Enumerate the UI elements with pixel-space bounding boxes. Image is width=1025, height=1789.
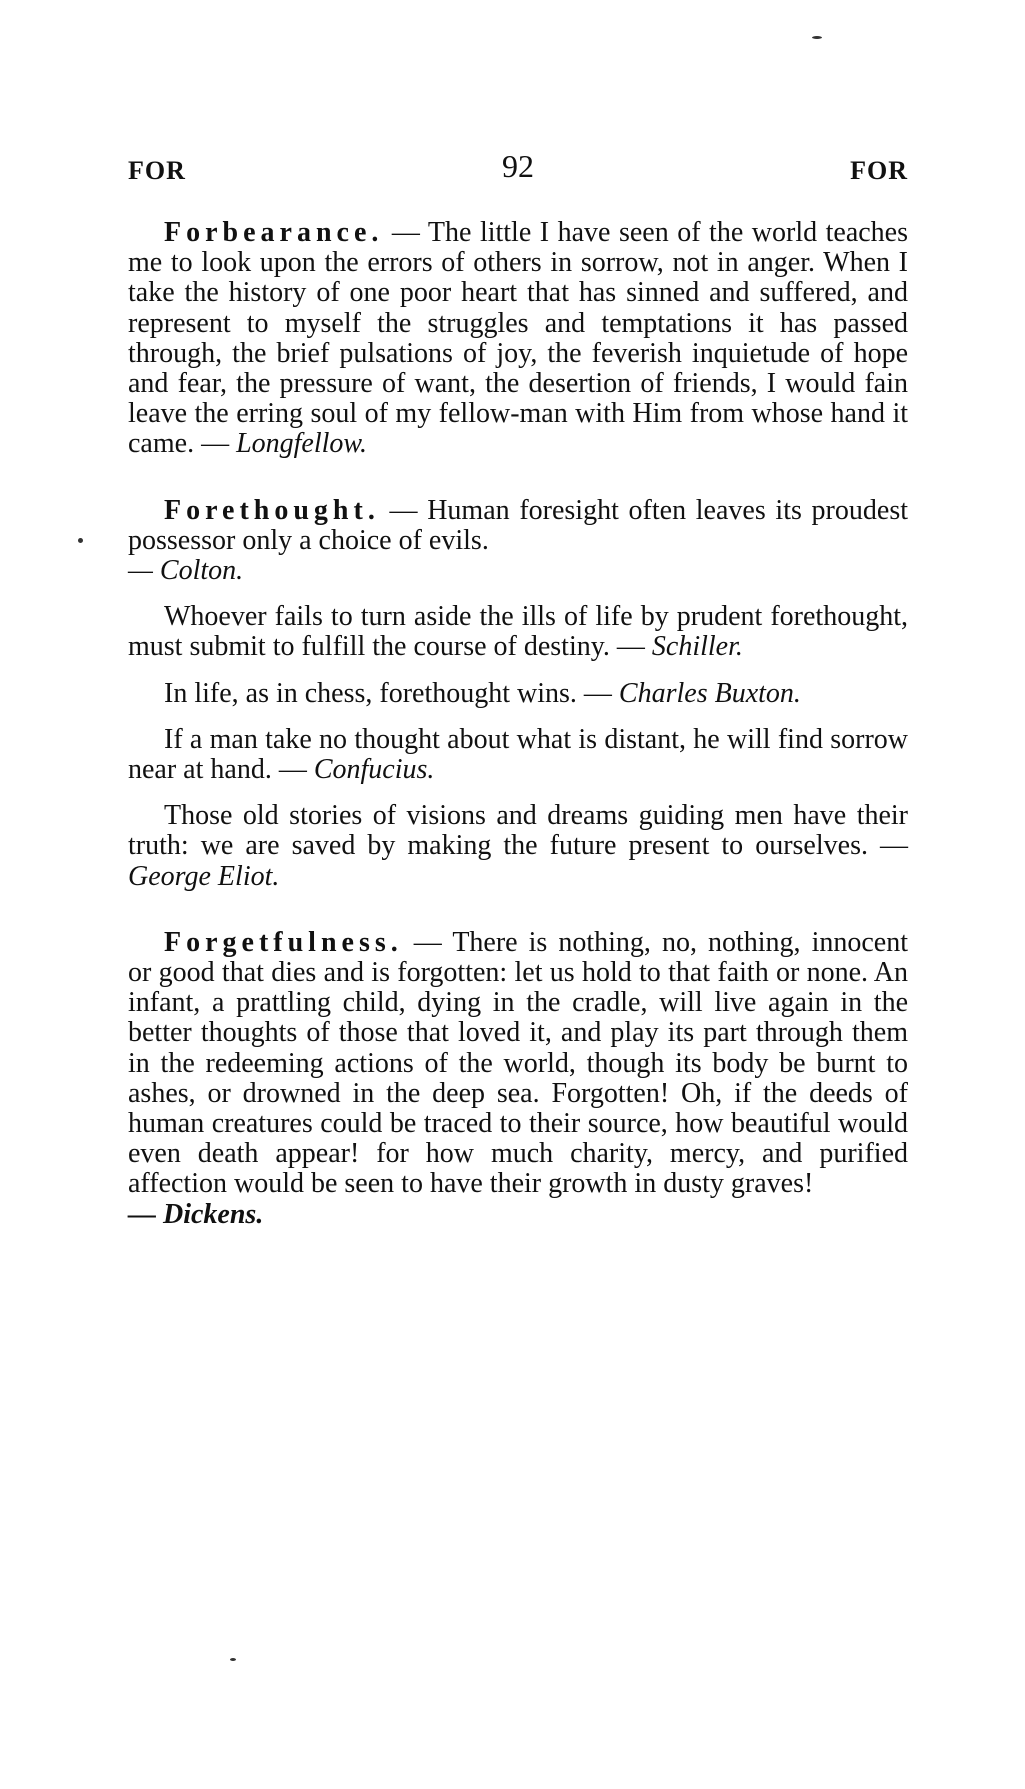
running-head-right: FOR xyxy=(850,156,908,185)
quote-paragraph xyxy=(128,679,908,709)
quote-text: — The little I have seen of the world teaches me to look upon the errors of others in sorrow, not in anger. When I take the history of one poor heart that has sinned and suffered, and represent to myself the struggles and temptations it has passed through, the brief pulsations of joy, the feverish inquietude of hope and fear, the pressure of want, the desertion of friends, I would fain leave the erring soul of my fellow-man with Him from whose hand it came. — xyxy=(128,217,908,460)
scan-speck xyxy=(812,36,822,39)
quote-paragraph xyxy=(128,801,908,892)
quote-text: Those old stories of visions and dreams guiding men have their truth: we are saved by making the future present to ourselves. — xyxy=(128,800,908,862)
quote-text: If a man take no thought about what is distant, he will find sorrow near at hand. — xyxy=(128,723,908,786)
quote-text: Whoever fails to turn aside the ills of life by prudent forethought, must submit to fulfill the course of destiny. — xyxy=(128,601,908,663)
page-number: 92 xyxy=(502,148,534,184)
quote-paragraph xyxy=(128,218,908,460)
quote-author: Confucius. xyxy=(313,754,435,786)
quote-paragraph xyxy=(128,725,908,785)
entry-forbearance xyxy=(128,218,908,460)
scan-speck xyxy=(78,538,83,543)
quote-author: — Dickens. xyxy=(128,1198,264,1230)
scan-speck xyxy=(230,1658,236,1661)
quote-author: Charles Buxton. xyxy=(618,677,801,709)
quote-author: Schiller. xyxy=(651,631,743,663)
running-head xyxy=(128,148,908,188)
headword: Forethought. xyxy=(164,494,380,526)
quote-paragraph xyxy=(128,602,908,662)
quote-author: — Colton. xyxy=(128,555,244,587)
quote-author: George Eliot. xyxy=(128,860,280,892)
quote-paragraph xyxy=(128,928,908,1230)
entry-forgetfulness xyxy=(128,928,908,1230)
running-head-left: FOR xyxy=(128,156,186,185)
quote-paragraph xyxy=(128,496,908,587)
quote-text: — There is nothing, no, nothing, innocent or good that dies and is forgotten: let us hold to that faith or none. An infant, a prattling child, dying in the cradle, will live again in the better thoughts of those that loved it, and play its part through them in the redeeming actions of the world, though its body be burnt to ashes, or drowned in the deep sea. Forgotten! Oh, if the deeds of human creatures could be traced to their source, how beautiful would even death appear! for how much charity, mercy, and purified affection would be seen to have their growth in dusty graves! xyxy=(128,926,908,1200)
quote-text: In life, as in chess, forethought wins. — xyxy=(164,677,619,709)
headword: Forbearance. xyxy=(164,217,384,248)
headword: Forgetfulness. xyxy=(164,926,403,958)
entry-forethought xyxy=(128,496,908,892)
quote-text: — Human foresight often leaves its proudest possessor only a choice of evils. xyxy=(128,494,908,556)
page-body xyxy=(128,218,908,1230)
quote-author: Longfellow. xyxy=(236,428,367,460)
